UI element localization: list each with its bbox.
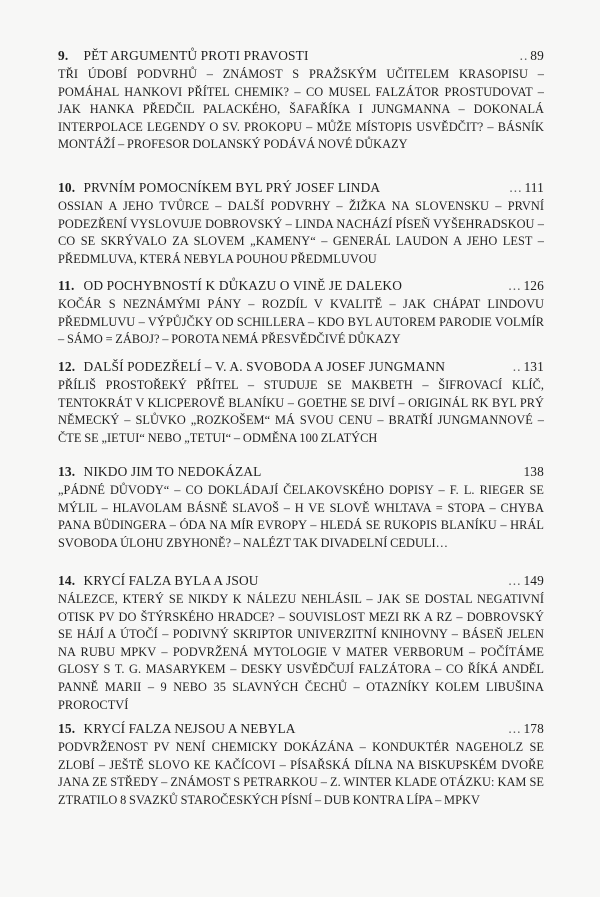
page-number-value: 149 — [523, 573, 544, 588]
entry-heading — [58, 719, 544, 739]
chapter-title: PRVNÍM POMOCNÍKEM BYL PRÝ JOSEF LINDA — [83, 180, 381, 195]
chapter-title: KRYCÍ FALZA NEJSOU A NEBYLA — [83, 721, 296, 736]
toc-entry-14 — [58, 571, 544, 714]
chapter-number: 12. — [58, 359, 76, 374]
chapter-summary: OSSIAN A JEHO TVŮRCE – DALŠÍ PODVRHY – ŽIŽKA NA SLOVENSKU – PRVNÍ PODEZŘENÍ VYSLOVUJE DOBROVSKÝ – LINDA NACHÁZÍ PÍSEŇ VYŠEHRADSKOU – CO SE SKRÝVALO ZA SLOVEM „KAMENY“ – GENERÁL LAUDON A JEHO LEST – PŘEDMLUVA, KTERÁ NEBYLA POUHOU PŘEDMLUVOU — [58, 199, 544, 266]
page-number — [513, 357, 544, 377]
toc-entry-15 — [58, 719, 544, 809]
chapter-title: DALŠÍ PODEZŘELÍ – V. A. SVOBODA A JOSEF JUNGMANN — [83, 359, 446, 374]
leader-dots: ... — [508, 278, 522, 293]
chapter-number: 14. — [58, 573, 76, 588]
page-number-value: 89 — [530, 48, 544, 63]
page-number-value: 138 — [523, 464, 544, 479]
chapter-summary: PODVRŽENOST PV NENÍ CHEMICKY DOKÁZÁNA – KONDUKTÉR NAGEHOLZ SE ZLOBÍ – JEŠTĚ SLOVO KE KAČÍCOVI – PÍSAŘSKÁ DÍLNA NA BISKUPSKÉM DVOŘE JANA ZE STŘEDY – ZNÁMOST S PETRARKOU – Z. WINTER KLADE OTÁZKU: KAM SE ZTRATILO 8 SVAZKŮ STAROČESKÝCH PÍSNÍ – DUB KONTRA LÍPA – MPKV — [58, 740, 544, 807]
page-number-value: 178 — [523, 721, 544, 736]
chapter-number: 13. — [58, 464, 76, 479]
entry-heading — [58, 357, 544, 377]
toc-entry-12 — [58, 357, 544, 447]
page-number-value: 131 — [523, 359, 544, 374]
toc-entry-13 — [58, 462, 544, 552]
entry-heading — [58, 462, 544, 482]
entry-heading — [58, 571, 544, 591]
leader-dots: ... — [509, 180, 523, 195]
entry-heading — [58, 276, 544, 296]
chapter-number: 15. — [58, 721, 76, 736]
entry-heading — [58, 178, 544, 198]
chapter-title: PĚT ARGUMENTŮ PROTI PRAVOSTI — [83, 48, 309, 63]
leader-dots: ... — [508, 721, 522, 736]
chapter-summary: KOČÁR S NEZNÁMÝMI PÁNY – ROZDÍL V KVALITĚ – JAK CHÁPAT LINDOVU PŘEDMLUVU – VÝPŮJČKY OD SCHILLERA – KDO BYL AUTOREM PARODIE VOLMÍR – SÁMO = ZÁBOJ? – POROTA NEMÁ PŘESVĚDČIVÉ DŮKAZY — [58, 297, 544, 347]
chapter-number: 11. — [58, 278, 75, 293]
leader-dots: .. — [512, 359, 522, 374]
chapter-summary: NÁLEZCE, KTERÝ SE NIKDY K NÁLEZU NEHLÁSIL – JAK SE DOSTAL NEGATIVNÍ OTISK PV DO ŠTÝRSKÉHO HRADCE? – SOUVISLOST MEZI RK A RZ – DOBROVSKÝ SE HÁJÍ A ÚTOČÍ – PODIVNÝ SKRIPTOR UNIVERZITNÍ KNIHOVNY – BÁSEŇ JELEN NA RUBU MPKV – PODVRŽENÁ MYTOLOGIE V MATER VERBORUM – POČÍTÁME GLOSY S T. G. MASARYKEM – DESKY USVĚDČUJÍ FALZÁTORA – CO ŘÍKÁ ANDĚL PANNĚ MARII – 9 NEBO 35 SLAVNÝCH ČECHŮ – OTAZNÍKY KOLEM LIBUŠINA PROROCTVÍ — [58, 592, 544, 712]
entry-heading — [58, 46, 544, 66]
toc-entry-9 — [58, 46, 544, 154]
page-number-value: 111 — [524, 180, 544, 195]
page-number — [520, 46, 544, 66]
toc-entry-11 — [58, 276, 544, 349]
chapter-title: KRYCÍ FALZA BYLA A JSOU — [83, 573, 259, 588]
chapter-number: 9. — [58, 48, 69, 63]
page-number — [508, 276, 544, 296]
toc-entry-10 — [58, 178, 544, 268]
chapter-summary: TŘI ÚDOBÍ PODVRHŮ – ZNÁMOST S PRAŽSKÝM UČITELEM KRASOPISU – POMÁHAL HANKOVI PŘÍTEL CHEMIK? – CO MUSEL FALZÁTOR PROSTUDOVAT – JAK HANKA PŘEDČIL PALACKÉHO, ŠAFAŘÍKA I JUNGMANNA – DOKONALÁ INTERPOLACE LEGENDY O SV. PROKOPU – MŮŽE MÍSTOPIS USVĚDČIT? – BÁSNÍK MONTÁŽÍ – PROFESOR DOLANSKÝ PODÁVÁ NOVÉ DŮKAZY — [58, 67, 544, 152]
chapter-title: OD POCHYBNOSTÍ K DŮKAZU O VINĚ JE DALEKO — [83, 278, 403, 293]
leader-dots: ... — [508, 573, 522, 588]
page-number — [508, 719, 544, 739]
page-number-value: 126 — [523, 278, 544, 293]
page-number — [521, 462, 544, 482]
page-number — [509, 178, 544, 198]
chapter-number: 10. — [58, 180, 76, 195]
chapter-title: NIKDO JIM TO NEDOKÁZAL — [83, 464, 262, 479]
chapter-summary: PŘÍLIŠ PROSTOŘEKÝ PŘÍTEL – STUDUJE SE MAKBETH – ŠIFROVACÍ KLÍČ, TENTOKRÁT V KLICPEROVĚ BLANÍKU – GOETHE SE DIVÍ – ORIGINÁL RK BYL PRÝ NĚMECKÝ – SLŮVKO „ROZKOŠEM“ MÁ SVOU CENU – BRATŘÍ JUNGMANNOVÉ – ČTE SE „IETUI“ NEBO „TETUI“ – ODMĚNA 100 ZLATÝCH — [58, 378, 544, 445]
leader-dots: .. — [519, 48, 529, 63]
chapter-summary: „PÁDNÉ DŮVODY“ – CO DOKLÁDAJÍ ČELAKOVSKÉHO DOPISY – F. L. RIEGER SE MÝLIL – HLAVOLAM BÁSNĚ SLAVOŠ – H VE SLOVĚ WHLTAVA = STOPA – CHYBA PANA BÜDINGERA – ÓDA NA MÍR EVROPY – HLEDÁ SE RUKOPIS BLANÍKU – HRÁL SVOBODA ÚLOHU ZBYHONĚ? – NALÉZT TAK DIVADELNÍ CEDULI… — [58, 483, 544, 550]
page-number — [508, 571, 544, 591]
